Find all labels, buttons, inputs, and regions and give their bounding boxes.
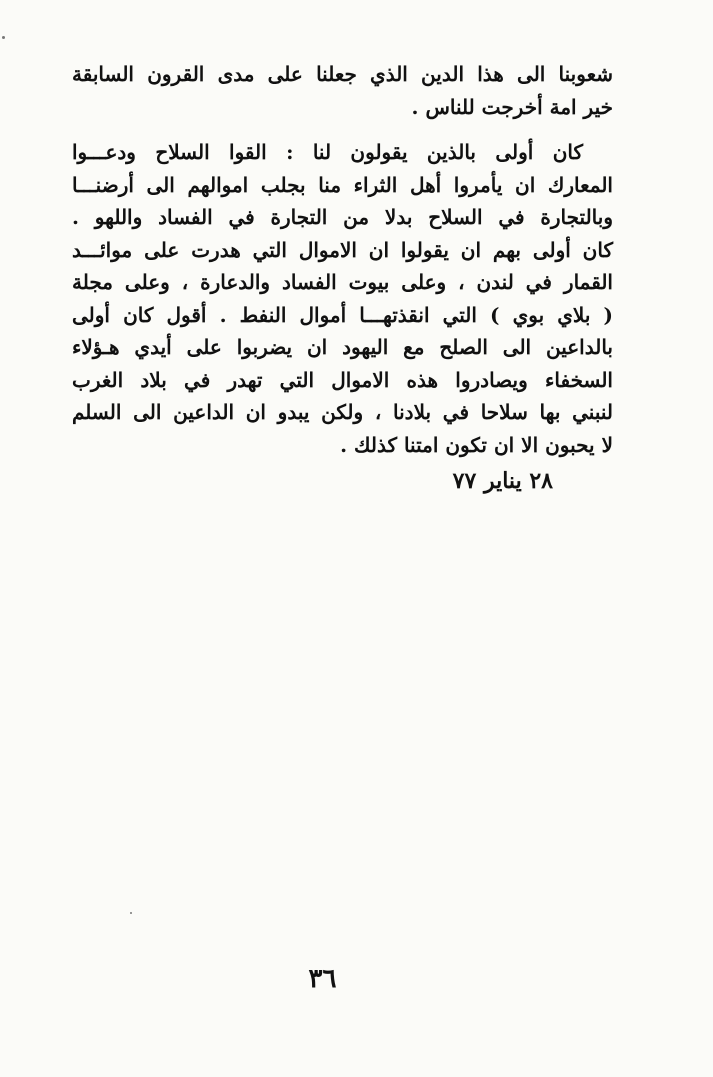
paragraph-line: شعوبنا الى هذا الدين الذي جعلنا على مدى القرون السابقة [72,62,613,86]
paragraph-line: لنبني بها سلاحا في بلادنا ، ولكن يبدو ان الداعين الى السلم [72,400,613,424]
paragraph-line: وبالتجارة في السلاح بدلا من التجارة في الفساد واللهو . [72,205,613,229]
scan-speck [130,912,132,914]
paragraph-2 [72,136,613,461]
paragraph-line: كان أولى بهم ان يقولوا ان الاموال التي هدرت على موائـــد [72,237,613,262]
paragraph-line: ( بلاي بوي ) التي انقذتهـــا أموال النفط . أقول كان أولى [72,302,613,327]
paragraph-line: بالداعين الى الصلح مع اليهود ان يضربوا على أيدي هـؤلاء [72,335,613,359]
paragraph-line: القمار في لندن ، وعلى بيوت الفساد والدعارة ، وعلى مجلة [72,270,613,294]
paragraph-line: المعارك ان يأمروا أهل الثراء منا بجلب اموالهم الى أرضنـــا [72,172,613,197]
scan-speck [2,36,5,39]
paragraph-1 [72,58,613,123]
paragraph-line: خير امة أخرجت للناس . [411,94,613,119]
paragraph-line: كان أولى بالذين يقولون لنا : القوا السلاح ودعـــوا [72,140,583,164]
date-line: ٢٨ يناير ٧٧ [452,468,553,494]
paragraph-line: السخفاء ويصادروا هذه الاموال التي تهدر في بلاد الغرب [72,367,613,392]
page-number: ٣٦ [308,964,337,994]
paragraph-line: لا يحبون الا ان تكون امتنا كذلك . [340,432,613,457]
